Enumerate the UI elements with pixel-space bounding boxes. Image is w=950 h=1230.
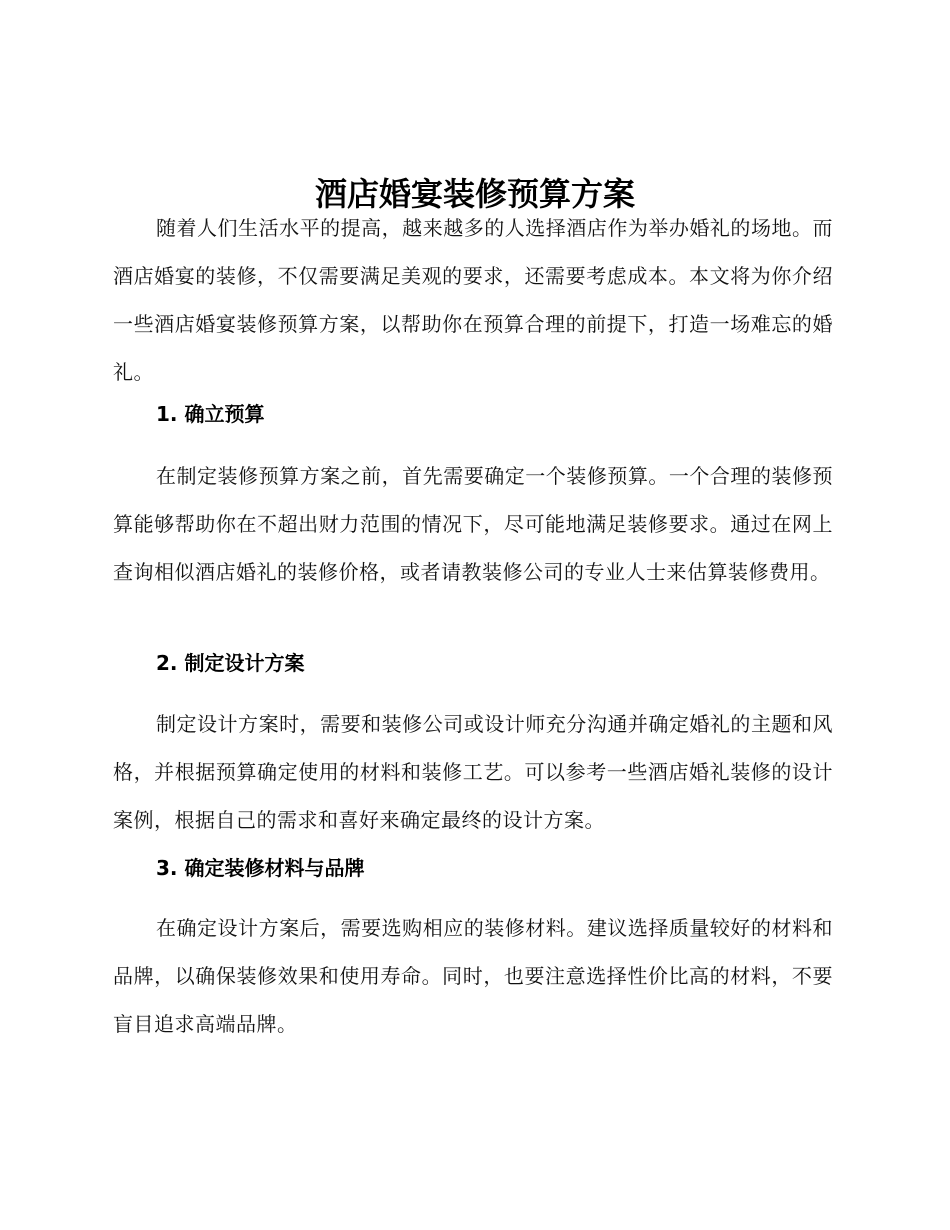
section-heading-budget: 1. 确立预算 xyxy=(156,402,265,426)
intro-paragraph: 随着人们生活水平的提高，越来越多的人选择酒店作为举办婚礼的场地。而酒店婚宴的装修，不仅需要满足美观的要求，还需要考虑成本。本文将为你介绍一些酒店婚宴装修预算方案，以帮助你在预算合理的前提下，打造一场难忘的婚礼。 xyxy=(113,216,833,384)
section-paragraph-design: 制定设计方案时，需要和装修公司或设计师充分沟通并确定婚礼的主题和风格，并根据预算确定使用的材料和装修工艺。可以参考一些酒店婚礼装修的设计案例，根据自己的需求和喜好来确定最终的设计方案。 xyxy=(113,712,833,832)
section-heading-materials: 3. 确定装修材料与品牌 xyxy=(156,856,365,880)
section-paragraph-materials: 在确定设计方案后，需要选购相应的装修材料。建议选择质量较好的材料和品牌，以确保装修效果和使用寿命。同时，也要注意选择性价比高的材料，不要盲目追求高端品牌。 xyxy=(113,916,833,1036)
section-paragraph-budget: 在制定装修预算方案之前，首先需要确定一个装修预算。一个合理的装修预算能够帮助你在不超出财力范围的情况下，尽可能地满足装修要求。通过在网上查询相似酒店婚礼的装修价格，或者请教装修公司的专业人士来估算装修费用。 xyxy=(113,464,833,584)
section-heading-design: 2. 制定设计方案 xyxy=(156,651,305,675)
document-title: 酒店婚宴装修预算方案 xyxy=(314,175,635,214)
